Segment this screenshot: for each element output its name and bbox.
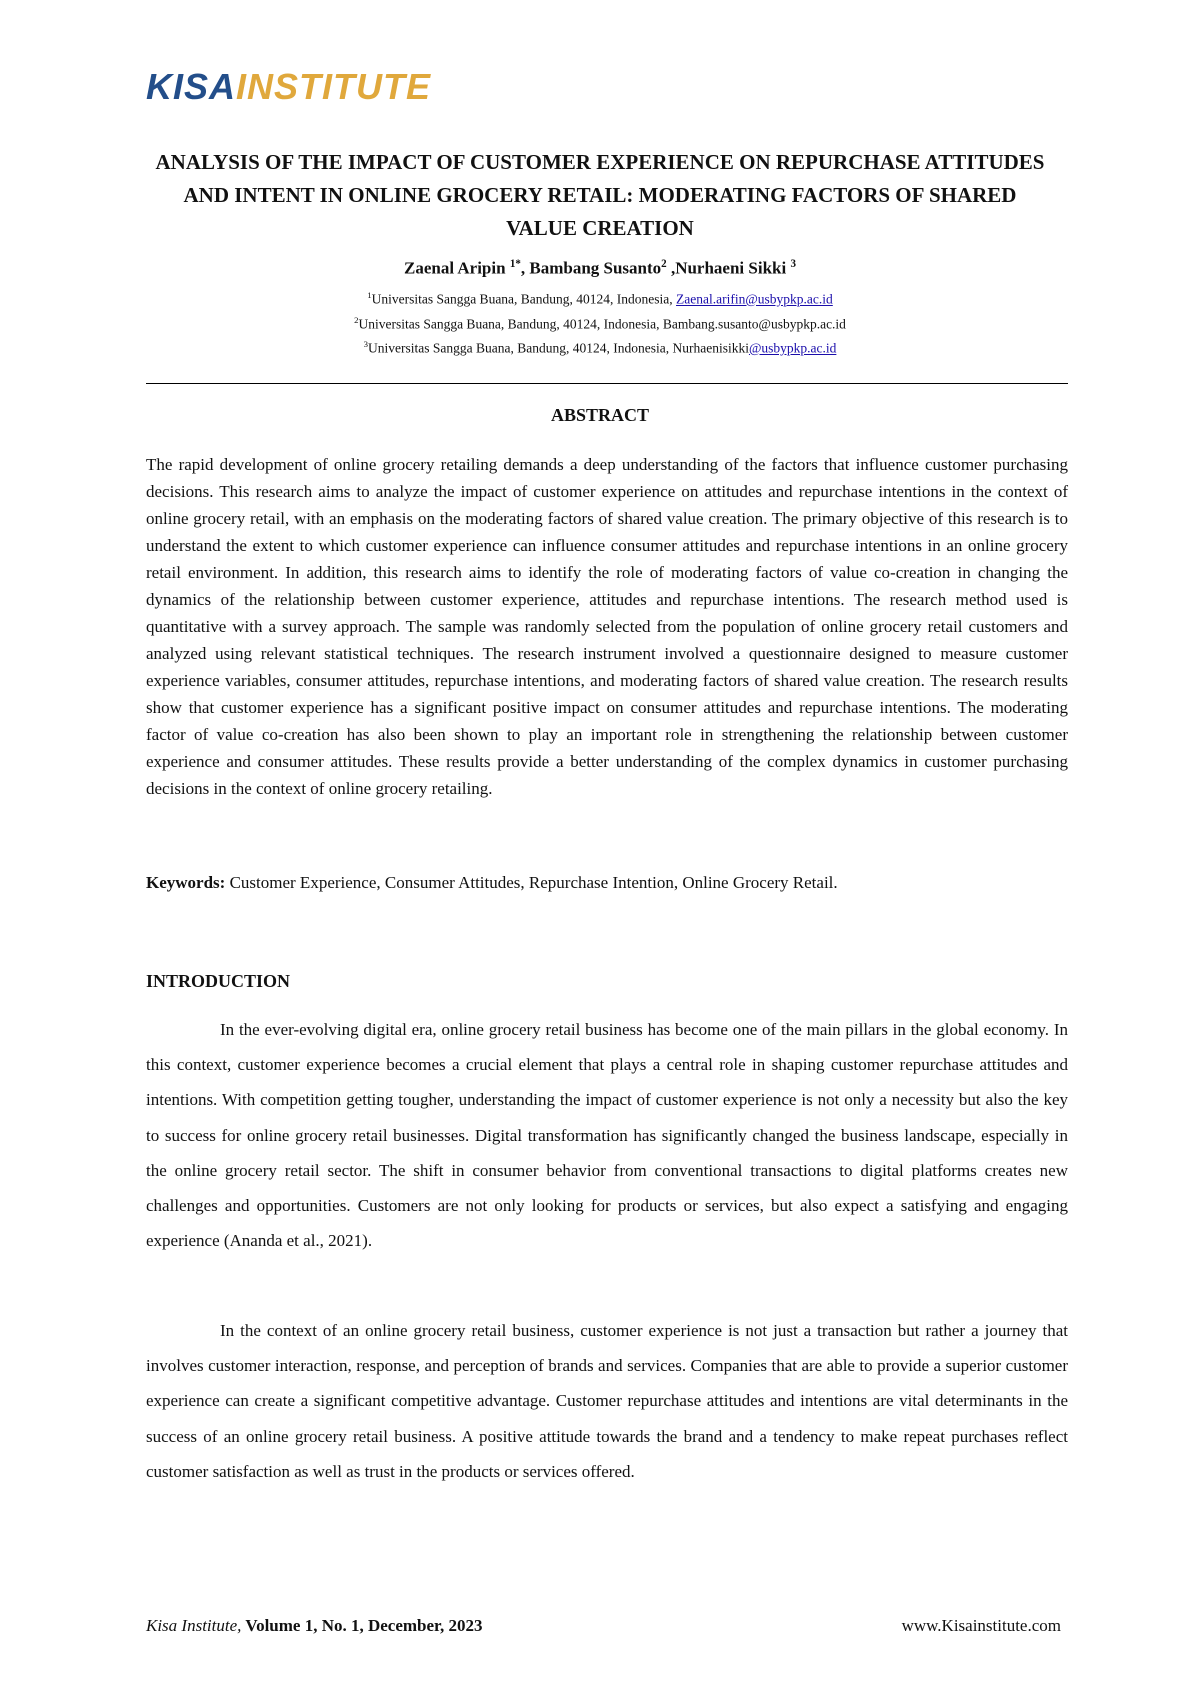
logo-part-kisa: KISA <box>146 66 237 107</box>
keywords-label: Keywords: <box>146 873 226 892</box>
introduction-paragraph-2: In the context of an online grocery retail business, customer experience is not just a transaction but rather a journey that involves customer interaction, response, and perception of brands and services. Companies that are able to provide a superior customer experience can create a significant competitive advantage. Customer repurchase attitudes and intentions are vital determinants in the success of an online grocery retail business. A positive attitude towards the brand and a tendency to make repeat purchases reflect customer satisfaction as well as trust in the products or services offered. <box>146 1321 1068 1481</box>
affiliation-1-sup: 1 <box>367 290 372 300</box>
affiliation-2-text: Universitas Sangga Buana, Bandung, 40124, Indonesia, Bambang.susanto@usbypkp.ac.id <box>358 316 846 331</box>
keywords-line <box>146 873 1068 893</box>
affiliation-1-text: Universitas Sangga Buana, Bandung, 40124, Indonesia, <box>371 291 677 307</box>
author-1-name: Zaenal Aripin <box>404 258 506 278</box>
introduction-paragraph-1: In the ever-evolving digital era, online grocery retail business has become one of the main pillars in the global economy. In this context, customer experience becomes a crucial element that plays a central role in shaping customer repurchase attitudes and intentions. With competition getting tougher, understanding the impact of customer experience is not only a necessity but also the key to success for online grocery retail businesses. Digital transformation has significantly changed the business landscape, especially in the online grocery retail sector. The shift in consumer behavior from conventional transactions to digital platforms creates new challenges and opportunities. Customers are not only looking for products or services, but also expect a satisfying and engaging experience (Ananda et al., 2021). <box>146 1020 1068 1251</box>
header-divider <box>146 383 1068 384</box>
affiliation-2-sup: 2 <box>354 314 359 325</box>
journal-logo <box>146 66 431 108</box>
footer-website[interactable]: www.Kisainstitute.com <box>901 1616 1061 1635</box>
footer-journal-name: Kisa Institute, <box>146 1616 242 1635</box>
author-1-sup: 1* <box>509 258 521 270</box>
keywords-text: Customer Experience, Consumer Attitudes, Repurchase Intention, Online Grocery Retail. <box>225 873 838 892</box>
abstract-body: The rapid development of online grocery retailing demands a deep understanding of the factors that influence customer purchasing decisions. This research aims to analyze the impact of customer experience on attitudes and repurchase intentions in the context of online grocery retail, with an emphasis on the moderating factors of shared value creation. The primary objective of this research is to understand the extent to which customer experience can influence consumer attitudes and repurchase intentions in an online grocery retail environment. In addition, this research aims to identify the role of moderating factors of value co-creation in changing the dynamics of the relationship between customer experience, attitudes and repurchase intentions. The research method used is quantitative with a survey approach. The sample was randomly selected from the population of online grocery retail customers and analyzed using relevant statistical techniques. The research instrument involved a questionnaire designed to measure customer experience variables, consumer attitudes, repurchase intentions, and moderating factors of shared value creation. The research results show that customer experience has a significant positive impact on consumer attitudes and repurchase intentions. The moderating factor of value co-creation has also been shown to play an important role in strengthening the relationship between customer experience and consumer attitudes. These results provide a better understanding of the complex dynamics in customer purchasing decisions in the context of online grocery retailing. <box>146 455 1068 798</box>
author-2-sup: 2 <box>661 258 667 270</box>
footer-issue: Volume 1, No. 1, December, 2023 <box>241 1616 483 1635</box>
author-list <box>146 258 1054 279</box>
author-3-name: ,Nurhaeni Sikki <box>666 258 787 278</box>
affiliation-3-sup: 3 <box>363 339 369 349</box>
affiliation-3-text: Universitas Sangga Buana, Bandung, 40124, Indonesia, Nurhaenisikki <box>368 340 749 356</box>
affiliation-1-email-link[interactable]: Zaenal.arifin@usbypkp.ac.id <box>676 291 833 307</box>
introduction-heading: INTRODUCTION <box>146 971 291 991</box>
paper-title: ANALYSIS OF THE IMPACT OF CUSTOMER EXPERIENCE ON REPURCHASE ATTITUDES AND INTENT IN ONLINE GROCERY RETAIL: MODERATING FACTORS OF SHARED VALUE CREATION <box>155 150 1045 240</box>
affiliation-3-email-link[interactable]: @usbypkp.ac.id <box>748 340 837 356</box>
footer-citation <box>146 1616 483 1636</box>
author-2-name: , Bambang Susanto <box>520 258 662 278</box>
abstract-heading: ABSTRACT <box>550 405 650 425</box>
affiliation-1 <box>146 285 1054 310</box>
affiliations <box>146 285 1054 359</box>
author-3-sup: 3 <box>790 258 796 270</box>
affiliation-3 <box>146 334 1054 359</box>
affiliation-2 <box>146 310 1054 335</box>
logo-part-institute: INSTITUTE <box>236 66 432 107</box>
